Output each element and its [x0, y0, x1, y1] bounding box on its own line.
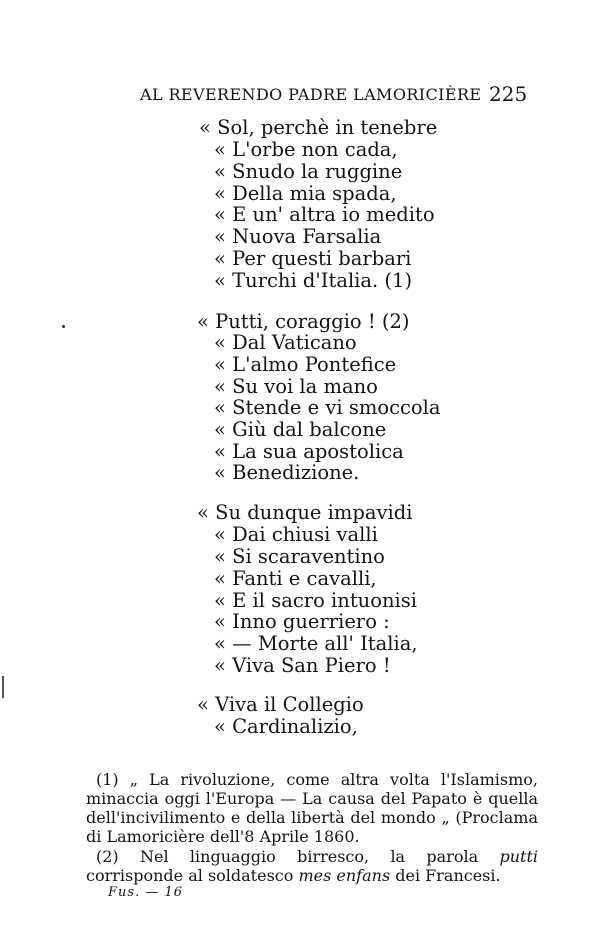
running-head: AL REVERENDO PADRE LAMORICIÈRE [140, 85, 482, 104]
footnote-2-italic-term: putti [499, 847, 538, 866]
verse-line: « Benedizione. [214, 461, 360, 484]
verse-line: « Giù dal balcone [214, 418, 387, 441]
page-number: 225 [489, 82, 528, 106]
verse-line: « Per questi barbari [214, 247, 412, 270]
verse-line: « Inno guerriero : [214, 610, 390, 633]
verse-line: « Cardinalizio, [214, 715, 358, 738]
verse-line: « Dal Vaticano [214, 331, 357, 354]
verse-line: « Viva il Collegio [197, 693, 364, 716]
footnote-2-text: corrisponde al soldatesco [86, 866, 299, 885]
footnote-2-text: (2) Nel linguaggio birresco, la parola [96, 847, 500, 866]
margin-speck [62, 325, 65, 328]
verse-line: « Dai chiusi valli [214, 523, 378, 546]
page-edge-mark [2, 676, 4, 698]
verse-line: « E il sacro intuonisi [214, 589, 418, 612]
verse-line: « Della mia spada, [214, 182, 397, 205]
verse-line: « Snudo la ruggine [214, 160, 403, 183]
verse-line: « L'orbe non cada, [214, 138, 398, 161]
verse-line: « Sol, perchè in tenebre [199, 116, 438, 139]
verse-line: « Si scaraventino [214, 545, 385, 568]
verse-line: « Fanti e cavalli, [214, 567, 377, 590]
verse-line: « Nuova Farsalia [214, 225, 382, 248]
printer-signature: Fus. — 16 [108, 885, 184, 900]
verse-line: « E un' altra io medito [214, 203, 435, 226]
verse-line: « La sua apostolica [214, 440, 404, 463]
verse-line: « — Morte all' Italia, [214, 632, 418, 655]
verse-line: « Su voi la mano [214, 375, 378, 398]
verse-line: « Su dunque impavidi [197, 501, 413, 524]
footnote-1: (1) „ La rivoluzione, come altra volta l'Islamismo, minaccia oggi l'Europa — La causa del Papato è quella dell'incivilimento e della libertà del mondo „ (Proclama di Lamoricière dell'8 Aprile 1860. [86, 770, 538, 846]
verse-line: « Putti, coraggio ! (2) [197, 310, 410, 333]
footnote-2-italic-term: mes enfans [298, 866, 391, 885]
footnote-2-text: dei Francesi. [390, 866, 501, 885]
verse-line: « Stende e vi smoccola [214, 396, 441, 419]
verse-line: « L'almo Pontefice [214, 353, 397, 376]
footnote-2 [86, 847, 538, 885]
footnotes [86, 770, 538, 885]
verse-line: « Turchi d'Italia. (1) [214, 269, 413, 292]
verse-line: « Viva San Piero ! [214, 654, 391, 677]
